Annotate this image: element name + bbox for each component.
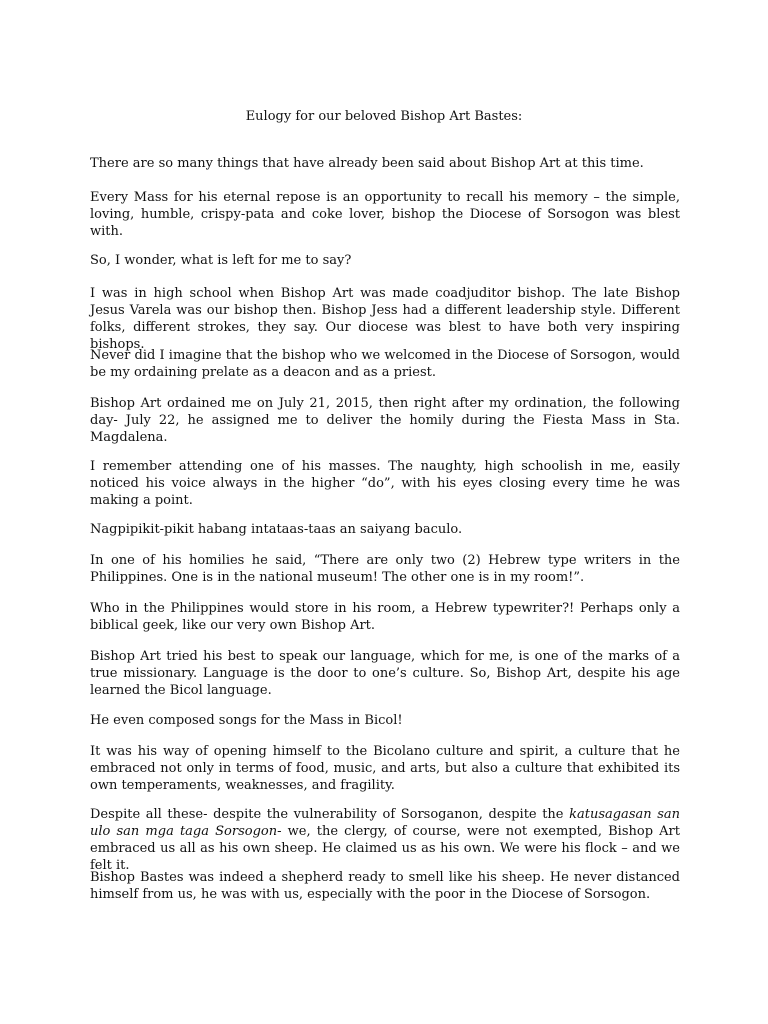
paragraph-11: Bishop Art tried his best to speak our language, which for me, is one of the marks of a true missionary. Language is the door to one’s culture. So, Bishop Art, despite his age learned the Bicol language. — [90, 649, 680, 698]
paragraph-15: Bishop Bastes was indeed a shepherd ready to smell like his sheep. He never distanced himself from us, he was with us, especially with the poor in the Diocese of Sorsogon. — [90, 870, 680, 902]
paragraph-1: There are so many things that have already been said about Bishop Art at this time. — [90, 156, 644, 171]
paragraph-12: He even composed songs for the Mass in Bicol! — [90, 713, 403, 728]
paragraph-13: It was his way of opening himself to the Bicolano culture and spirit, a culture that he embraced not only in terms of food, music, and arts, but also a culture that exhibited its own temperaments, weaknesses, and fragility. — [90, 744, 680, 793]
paragraph-14-italic-phrase: katusagasan san ulo san mga taga Sorsogon- — [90, 807, 680, 839]
paragraph-14 — [90, 806, 680, 874]
paragraph-8: Nagpipikit-pikit habang intataas-taas an saiyang baculo. — [90, 522, 463, 537]
paragraph-6: Bishop Art ordained me on July 21, 2015, then right after my ordination, the following day- July 22, he assigned me to deliver the homily during the Fiesta Mass in Sta. Magdalena. — [90, 396, 680, 445]
paragraph-14-text-end: we, the clergy, of course, were not exempted, Bishop Art embraced us all as his own sheep. He claimed us as his own. We were his flock – and we felt it. — [90, 824, 680, 873]
paragraph-9: In one of his homilies he said, “There are only two (2) Hebrew type writers in the Philippines. One is in the national museum! The other one is in my room!”. — [90, 553, 680, 585]
paragraph-7: I remember attending one of his masses. The naughty, high schoolish in me, easily noticed his voice always in the higher “do”, with his eyes closing every time he was making a point. — [90, 459, 680, 508]
paragraph-2: Every Mass for his eternal repose is an opportunity to recall his memory – the simple, loving, humble, crispy-pata and coke lover, bishop the Diocese of Sorsogon was blest with. — [90, 190, 680, 239]
paragraph-3: So, I wonder, what is left for me to say? — [90, 253, 352, 268]
paragraph-5: Never did I imagine that the bishop who we welcomed in the Diocese of Sorsogon, would be my ordaining prelate as a deacon and as a priest. — [90, 348, 680, 380]
paragraph-10: Who in the Philippines would store in his room, a Hebrew typewriter?! Perhaps only a biblical geek, like our very own Bishop Art. — [90, 601, 680, 633]
paragraph-4: I was in high school when Bishop Art was made coadjuditor bishop. The late Bishop Jesus Varela was our bishop then. Bishop Jess had a different leadership style. Different folks, different strokes, they say. Our diocese was blest to have both very inspiring bishops. — [90, 286, 680, 352]
paragraph-14-text-start: Despite all these- despite the vulnerability of Sorsoganon, despite the — [90, 807, 570, 822]
document-title: Eulogy for our beloved Bishop Art Bastes: — [245, 109, 523, 124]
